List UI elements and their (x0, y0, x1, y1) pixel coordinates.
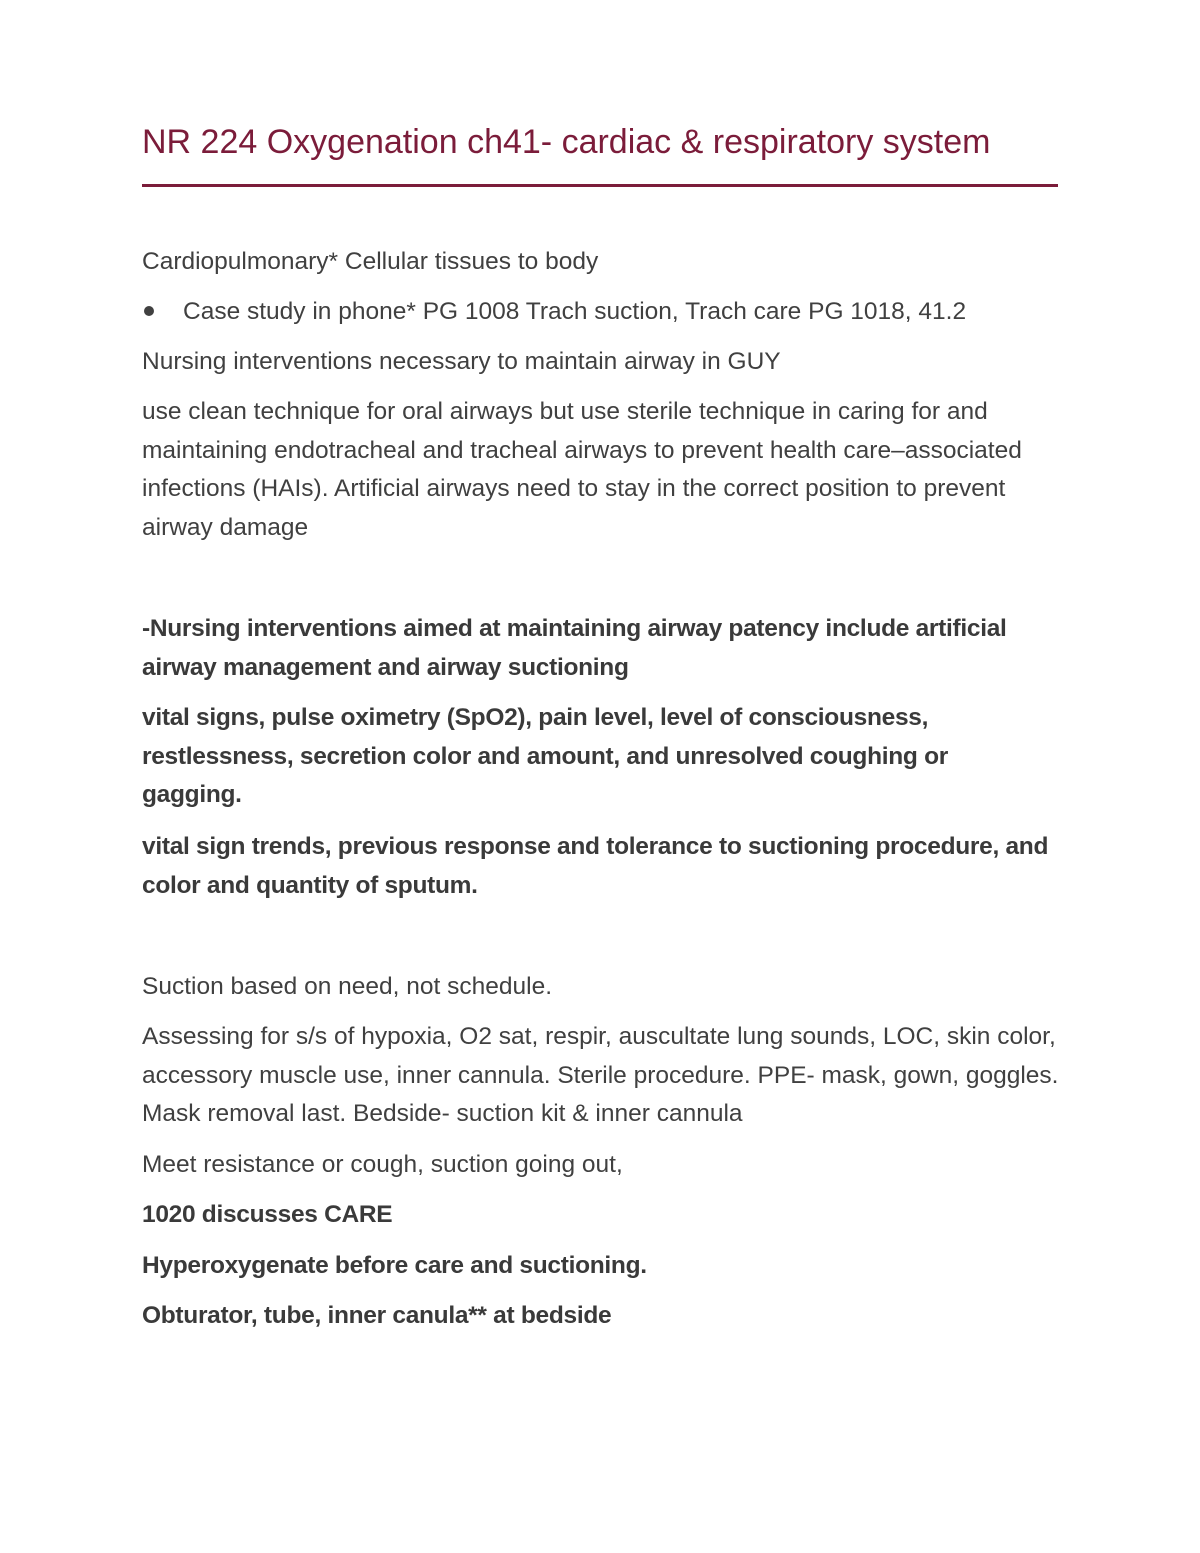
interventions-heading-line: Nursing interventions necessary to maintain airway in GUY (142, 348, 781, 375)
bold-vital-trends-paragraph: vital sign trends, previous response and tolerance to suctioning procedure, and color and quantity of sputum. (142, 833, 1049, 899)
resistance-line: Meet resistance or cough, suction going out, (142, 1151, 623, 1178)
bullet-text: Case study in phone* PG 1008 Trach suction, Trach care PG 1018, 41.2 (183, 298, 967, 325)
bold-hyperoxygenate-line: Hyperoxygenate before care and suctioning. (142, 1252, 647, 1279)
airway-technique-paragraph: use clean technique for oral airways but use sterile technique in caring for and maintaining endotracheal and tracheal airways to prevent health care–associated infections (HAIs). Artificial airways need to stay in the correct position to prevent airway damage (142, 398, 1022, 541)
suction-need-line: Suction based on need, not schedule. (142, 973, 553, 1000)
title-underline (142, 184, 1058, 187)
document-title: NR 224 Oxygenation ch41- cardiac & respiratory system (142, 123, 991, 161)
bullet-icon (144, 306, 154, 316)
bold-vital-signs-paragraph: vital signs, pulse oximetry (SpO2), pain level, level of consciousness, restlessness, secretion color and amount, and unresolved coughing or gagging. (142, 704, 948, 808)
bullet-list-item (142, 293, 1062, 331)
hypoxia-assessment-paragraph: Assessing for s/s of hypoxia, O2 sat, respir, auscultate lung sounds, LOC, skin color, accessory muscle use, inner cannula. Sterile procedure. PPE- mask, gown, goggles. Mask removal last. Bedside- suction kit & inner cannula (142, 1023, 1059, 1127)
bold-care-line: 1020 discusses CARE (142, 1201, 393, 1228)
intro-line: Cardiopulmonary* Cellular tissues to body (142, 248, 599, 275)
bold-airway-patency-paragraph: -Nursing interventions aimed at maintaining airway patency include artificial airway management and airway suctioning (142, 615, 1007, 681)
bold-obturator-line: Obturator, tube, inner canula** at bedside (142, 1302, 612, 1329)
